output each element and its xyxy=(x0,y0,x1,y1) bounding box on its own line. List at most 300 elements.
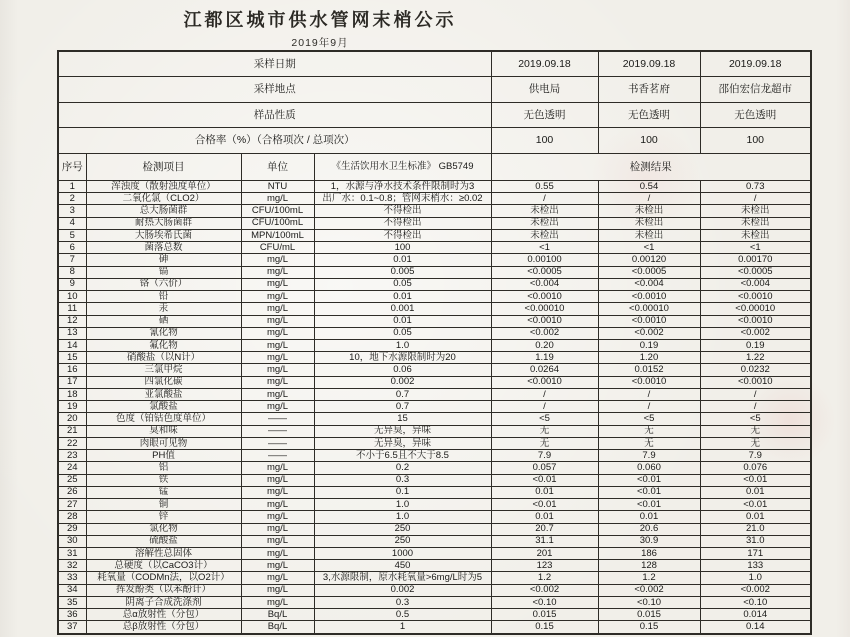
row-result-2: <0.10 xyxy=(598,596,700,608)
page-title: 江都区城市供水管网末梢公示 xyxy=(183,10,457,30)
row-result-3: <0.01 xyxy=(700,474,811,486)
sample-info-value: 邵伯宏信龙超市 xyxy=(700,77,811,103)
row-result-2: <5 xyxy=(598,413,700,425)
sample-info-row xyxy=(58,128,811,154)
table-row xyxy=(58,450,811,462)
row-result-3: <1 xyxy=(700,242,811,254)
row-item: 总大肠菌群 xyxy=(86,205,241,217)
row-result-1: 0.0264 xyxy=(491,364,598,376)
row-standard: 0.05 xyxy=(314,327,491,339)
row-result-1: 0.55 xyxy=(491,180,598,192)
row-seq: 20 xyxy=(58,413,86,425)
row-standard: 15 xyxy=(314,413,491,425)
sample-info-value: 无色透明 xyxy=(598,102,700,128)
row-item: 耗氧量（CODMn法，以O2计） xyxy=(86,572,241,584)
row-result-3: 21.0 xyxy=(700,523,811,535)
row-seq: 23 xyxy=(58,450,86,462)
row-seq: 37 xyxy=(58,621,86,634)
row-result-2: <0.0005 xyxy=(598,266,700,278)
row-standard: 100 xyxy=(314,242,491,254)
row-result-1: / xyxy=(491,388,598,400)
row-result-2: 无 xyxy=(598,437,700,449)
column-header-seq: 序号 xyxy=(58,154,86,181)
row-seq: 9 xyxy=(58,278,86,290)
row-unit: —— xyxy=(241,437,314,449)
row-result-1: 123 xyxy=(491,560,598,572)
row-item: 浑浊度（散射浊度单位） xyxy=(86,180,241,192)
row-seq: 18 xyxy=(58,388,86,400)
row-unit: mg/L xyxy=(241,523,314,535)
row-standard: 无异臭，异味 xyxy=(314,437,491,449)
row-result-1: 1.2 xyxy=(491,572,598,584)
row-unit: CFU/100mL xyxy=(241,217,314,229)
table-row xyxy=(58,364,811,376)
sample-info-label: 合格率（%）（合格项次 / 总项次） xyxy=(58,128,491,154)
table-row xyxy=(58,327,811,339)
row-result-3: 无 xyxy=(700,425,811,437)
table-row xyxy=(58,303,811,315)
table-row xyxy=(58,401,811,413)
row-result-1: 0.01 xyxy=(491,486,598,498)
table-row xyxy=(58,572,811,584)
row-result-1: 31.1 xyxy=(491,535,598,547)
table-row xyxy=(58,425,811,437)
table-row xyxy=(58,499,811,511)
row-result-1: 0.00100 xyxy=(491,254,598,266)
row-seq: 7 xyxy=(58,254,86,266)
row-result-1: <0.10 xyxy=(491,596,598,608)
sample-info-value: 无色透明 xyxy=(491,102,598,128)
table-row xyxy=(58,388,811,400)
row-result-3: 171 xyxy=(700,547,811,559)
sample-info-label: 采样日期 xyxy=(58,51,491,77)
row-result-1: / xyxy=(491,401,598,413)
row-seq: 10 xyxy=(58,291,86,303)
row-item: 铜 xyxy=(86,499,241,511)
row-unit: mg/L xyxy=(241,315,314,327)
sample-info-value: 100 xyxy=(598,128,700,154)
row-item: 耐热大肠菌群 xyxy=(86,217,241,229)
row-result-1: <0.004 xyxy=(491,278,598,290)
row-result-1: <0.0010 xyxy=(491,376,598,388)
sample-info-value: 无色透明 xyxy=(700,102,811,128)
row-standard: 0.3 xyxy=(314,474,491,486)
row-unit: mg/L xyxy=(241,547,314,559)
row-standard: 0.06 xyxy=(314,364,491,376)
row-standard: 1000 xyxy=(314,547,491,559)
row-unit: mg/L xyxy=(241,486,314,498)
row-standard: 0.002 xyxy=(314,376,491,388)
row-unit: mg/L xyxy=(241,376,314,388)
row-result-3: 31.0 xyxy=(700,535,811,547)
table-row xyxy=(58,584,811,596)
row-result-1: 0.15 xyxy=(491,621,598,634)
column-header-standard: 《生活饮用水卫生标准》 GB5749 xyxy=(314,154,491,181)
row-standard: 0.01 xyxy=(314,291,491,303)
row-result-2: 0.19 xyxy=(598,340,700,352)
row-result-2: 0.54 xyxy=(598,180,700,192)
row-standard: 0.7 xyxy=(314,388,491,400)
row-unit: mg/L xyxy=(241,511,314,523)
row-unit: mg/L xyxy=(241,364,314,376)
row-seq: 17 xyxy=(58,376,86,388)
row-result-3: <0.10 xyxy=(700,596,811,608)
row-seq: 11 xyxy=(58,303,86,315)
row-standard: 0.1 xyxy=(314,486,491,498)
table-row xyxy=(58,242,811,254)
row-item: 铝 xyxy=(86,462,241,474)
row-unit: CFU/100mL xyxy=(241,205,314,217)
row-result-2: <0.01 xyxy=(598,499,700,511)
table-row xyxy=(58,535,811,547)
row-item: 菌落总数 xyxy=(86,242,241,254)
row-result-1: <0.0010 xyxy=(491,291,598,303)
row-result-2: 0.00120 xyxy=(598,254,700,266)
row-unit: mg/L xyxy=(241,596,314,608)
row-result-1: 7.9 xyxy=(491,450,598,462)
row-item: 硫酸盐 xyxy=(86,535,241,547)
row-item: 硒 xyxy=(86,315,241,327)
row-standard: 1，水源与净水技术条件限制时为3 xyxy=(314,180,491,192)
row-result-2: <0.002 xyxy=(598,327,700,339)
row-result-3: 未检出 xyxy=(700,205,811,217)
row-seq: 15 xyxy=(58,352,86,364)
row-item: 四氯化碳 xyxy=(86,376,241,388)
table-row xyxy=(58,217,811,229)
row-item: 三氯甲烷 xyxy=(86,364,241,376)
row-item: 锰 xyxy=(86,486,241,498)
row-standard: 0.7 xyxy=(314,401,491,413)
row-unit: —— xyxy=(241,450,314,462)
row-standard: 0.01 xyxy=(314,315,491,327)
row-result-1: 0.015 xyxy=(491,609,598,621)
row-result-2: / xyxy=(598,193,700,205)
row-item: 锌 xyxy=(86,511,241,523)
table-row xyxy=(58,523,811,535)
row-result-1: <0.01 xyxy=(491,474,598,486)
row-result-2: 未检出 xyxy=(598,205,700,217)
row-result-3: <0.01 xyxy=(700,499,811,511)
row-unit: —— xyxy=(241,425,314,437)
table-row xyxy=(58,205,811,217)
column-header-unit: 单位 xyxy=(241,154,314,181)
row-unit: mg/L xyxy=(241,352,314,364)
row-seq: 24 xyxy=(58,462,86,474)
row-result-3: <0.0005 xyxy=(700,266,811,278)
row-seq: 29 xyxy=(58,523,86,535)
table-row xyxy=(58,437,811,449)
row-result-3: 0.14 xyxy=(700,621,811,634)
row-result-2: 20.6 xyxy=(598,523,700,535)
row-item: 二氧化氯（CLO2） xyxy=(86,193,241,205)
row-item: 肉眼可见物 xyxy=(86,437,241,449)
row-seq: 27 xyxy=(58,499,86,511)
row-standard: 0.2 xyxy=(314,462,491,474)
row-result-3: <0.00010 xyxy=(700,303,811,315)
row-result-1: 无 xyxy=(491,425,598,437)
row-unit: —— xyxy=(241,413,314,425)
row-unit: mg/L xyxy=(241,474,314,486)
row-result-3: 未检出 xyxy=(700,217,811,229)
row-result-2: <1 xyxy=(598,242,700,254)
row-item: 臭和味 xyxy=(86,425,241,437)
row-result-2: / xyxy=(598,401,700,413)
row-unit: mg/L xyxy=(241,278,314,290)
row-result-3: 0.0232 xyxy=(700,364,811,376)
table-row xyxy=(58,376,811,388)
row-unit: mg/L xyxy=(241,266,314,278)
row-item: 铬（六价） xyxy=(86,278,241,290)
row-result-1: <5 xyxy=(491,413,598,425)
row-seq: 28 xyxy=(58,511,86,523)
table-row xyxy=(58,609,811,621)
row-item: 阴离子合成洗涤剂 xyxy=(86,596,241,608)
row-unit: MPN/100mL xyxy=(241,229,314,241)
row-result-2: 7.9 xyxy=(598,450,700,462)
row-result-2: <0.01 xyxy=(598,486,700,498)
row-seq: 2 xyxy=(58,193,86,205)
row-seq: 13 xyxy=(58,327,86,339)
row-unit: mg/L xyxy=(241,535,314,547)
row-result-3: 0.076 xyxy=(700,462,811,474)
row-item: 色度（铂钴色度单位） xyxy=(86,413,241,425)
row-result-3: <0.0010 xyxy=(700,315,811,327)
row-item: 铅 xyxy=(86,291,241,303)
row-seq: 14 xyxy=(58,340,86,352)
row-result-1: 0.057 xyxy=(491,462,598,474)
row-standard: 0.005 xyxy=(314,266,491,278)
row-result-1: <0.01 xyxy=(491,499,598,511)
row-seq: 35 xyxy=(58,596,86,608)
row-item: 总α放射性（分包） xyxy=(86,609,241,621)
row-unit: mg/L xyxy=(241,499,314,511)
row-unit: mg/L xyxy=(241,291,314,303)
row-item: 总硬度（以CaCO3计） xyxy=(86,560,241,572)
row-seq: 31 xyxy=(58,547,86,559)
table-row xyxy=(58,193,811,205)
page-subtitle: 2019年9月 xyxy=(291,37,349,49)
row-unit: mg/L xyxy=(241,560,314,572)
column-header-item: 检测项目 xyxy=(86,154,241,181)
row-unit: mg/L xyxy=(241,303,314,315)
row-result-3: <0.0010 xyxy=(700,291,811,303)
row-result-2: <0.002 xyxy=(598,584,700,596)
row-unit: NTU xyxy=(241,180,314,192)
table-row xyxy=(58,254,811,266)
sample-info-row xyxy=(58,51,811,77)
column-header-result: 检测结果 xyxy=(491,154,811,181)
table-row xyxy=(58,180,811,192)
row-item: 总β放射性（分包） xyxy=(86,621,241,634)
row-result-3: <0.002 xyxy=(700,327,811,339)
row-result-3: <0.004 xyxy=(700,278,811,290)
row-seq: 33 xyxy=(58,572,86,584)
row-standard: 3,水源限制，原水耗氧量>6mg/L时为5 xyxy=(314,572,491,584)
table-column-header-row xyxy=(58,154,811,181)
sample-info-row xyxy=(58,102,811,128)
row-standard: 0.01 xyxy=(314,254,491,266)
row-result-1: <1 xyxy=(491,242,598,254)
row-standard: 0.3 xyxy=(314,596,491,608)
row-result-2: 0.060 xyxy=(598,462,700,474)
row-result-3: <0.002 xyxy=(700,584,811,596)
row-unit: Bq/L xyxy=(241,609,314,621)
row-standard: 0.002 xyxy=(314,584,491,596)
row-item: 硝酸盐（以N计） xyxy=(86,352,241,364)
water-quality-table xyxy=(57,50,812,635)
row-seq: 4 xyxy=(58,217,86,229)
row-item: 亚氯酸盐 xyxy=(86,388,241,400)
row-result-3: 无 xyxy=(700,437,811,449)
row-seq: 1 xyxy=(58,180,86,192)
row-result-1: <0.0010 xyxy=(491,315,598,327)
row-standard: 0.05 xyxy=(314,278,491,290)
row-result-3: 未检出 xyxy=(700,229,811,241)
row-item: 氟化物 xyxy=(86,340,241,352)
row-result-1: 无 xyxy=(491,437,598,449)
row-result-2: 无 xyxy=(598,425,700,437)
table-row xyxy=(58,266,811,278)
row-seq: 8 xyxy=(58,266,86,278)
row-item: PH值 xyxy=(86,450,241,462)
table-row xyxy=(58,229,811,241)
row-standard: 无异臭，异味 xyxy=(314,425,491,437)
sample-info-value: 100 xyxy=(491,128,598,154)
row-result-3: 0.01 xyxy=(700,511,811,523)
row-result-2: 0.015 xyxy=(598,609,700,621)
table-row xyxy=(58,511,811,523)
table-row xyxy=(58,621,811,634)
row-result-2: 128 xyxy=(598,560,700,572)
row-seq: 26 xyxy=(58,486,86,498)
sample-info-value: 2019.09.18 xyxy=(598,51,700,77)
row-result-3: 7.9 xyxy=(700,450,811,462)
row-item: 大肠埃希氏菌 xyxy=(86,229,241,241)
row-result-3: 0.19 xyxy=(700,340,811,352)
row-result-1: <0.0005 xyxy=(491,266,598,278)
row-result-3: 133 xyxy=(700,560,811,572)
row-seq: 12 xyxy=(58,315,86,327)
row-standard: 1.0 xyxy=(314,340,491,352)
table-row xyxy=(58,340,811,352)
row-result-2: 1.20 xyxy=(598,352,700,364)
document-header xyxy=(0,6,640,50)
row-result-3: 0.73 xyxy=(700,180,811,192)
row-standard: 0.001 xyxy=(314,303,491,315)
table-row xyxy=(58,560,811,572)
row-item: 砷 xyxy=(86,254,241,266)
row-seq: 19 xyxy=(58,401,86,413)
row-seq: 6 xyxy=(58,242,86,254)
row-result-2: 0.0152 xyxy=(598,364,700,376)
row-standard: 250 xyxy=(314,535,491,547)
row-standard: 1.0 xyxy=(314,511,491,523)
row-result-2: <0.0010 xyxy=(598,376,700,388)
row-result-3: / xyxy=(700,401,811,413)
row-unit: Bq/L xyxy=(241,621,314,634)
row-result-3: <0.0010 xyxy=(700,376,811,388)
row-seq: 34 xyxy=(58,584,86,596)
row-result-3: / xyxy=(700,193,811,205)
table-row xyxy=(58,413,811,425)
row-result-2: 30.9 xyxy=(598,535,700,547)
row-item: 氯酸盐 xyxy=(86,401,241,413)
row-seq: 21 xyxy=(58,425,86,437)
row-standard: 1 xyxy=(314,621,491,634)
row-standard: 不得检出 xyxy=(314,217,491,229)
row-result-2: <0.0010 xyxy=(598,315,700,327)
row-result-1: 0.20 xyxy=(491,340,598,352)
row-standard: 250 xyxy=(314,523,491,535)
row-item: 溶解性总固体 xyxy=(86,547,241,559)
sample-info-value: 2019.09.18 xyxy=(491,51,598,77)
row-result-1: / xyxy=(491,193,598,205)
table-row xyxy=(58,474,811,486)
row-result-1: 0.01 xyxy=(491,511,598,523)
row-result-1: <0.00010 xyxy=(491,303,598,315)
row-result-1: 1.19 xyxy=(491,352,598,364)
row-unit: mg/L xyxy=(241,254,314,266)
row-result-1: <0.002 xyxy=(491,584,598,596)
sample-info-label: 采样地点 xyxy=(58,77,491,103)
row-result-1: 未检出 xyxy=(491,205,598,217)
row-result-2: <0.0010 xyxy=(598,291,700,303)
row-item: 铁 xyxy=(86,474,241,486)
row-unit: mg/L xyxy=(241,584,314,596)
table-row xyxy=(58,291,811,303)
row-result-2: 0.01 xyxy=(598,511,700,523)
sample-info-label: 样品性质 xyxy=(58,102,491,128)
row-unit: CFU/mL xyxy=(241,242,314,254)
row-result-3: 1.0 xyxy=(700,572,811,584)
row-seq: 16 xyxy=(58,364,86,376)
row-result-1: 未检出 xyxy=(491,229,598,241)
sample-info-value: 书香茗府 xyxy=(598,77,700,103)
row-result-3: <5 xyxy=(700,413,811,425)
table-row xyxy=(58,462,811,474)
row-result-1: <0.002 xyxy=(491,327,598,339)
row-item: 氯化物 xyxy=(86,523,241,535)
row-result-2: <0.004 xyxy=(598,278,700,290)
table-row xyxy=(58,352,811,364)
row-result-2: 0.15 xyxy=(598,621,700,634)
row-standard: 不得检出 xyxy=(314,205,491,217)
row-unit: mg/L xyxy=(241,462,314,474)
row-standard: 0.5 xyxy=(314,609,491,621)
row-seq: 32 xyxy=(58,560,86,572)
row-result-1: 未检出 xyxy=(491,217,598,229)
row-item: 镉 xyxy=(86,266,241,278)
row-item: 氰化物 xyxy=(86,327,241,339)
row-result-1: 201 xyxy=(491,547,598,559)
row-item: 汞 xyxy=(86,303,241,315)
row-standard: 1.0 xyxy=(314,499,491,511)
row-seq: 22 xyxy=(58,437,86,449)
sample-info-value: 100 xyxy=(700,128,811,154)
row-seq: 5 xyxy=(58,229,86,241)
row-result-3: 0.00170 xyxy=(700,254,811,266)
row-standard: 不小于6.5且不大于8.5 xyxy=(314,450,491,462)
row-standard: 出厂水：0.1~0.8；管网末梢水：≥0.02 xyxy=(314,193,491,205)
row-result-3: 1.22 xyxy=(700,352,811,364)
row-result-2: 未检出 xyxy=(598,217,700,229)
row-unit: mg/L xyxy=(241,340,314,352)
table-row xyxy=(58,596,811,608)
row-unit: mg/L xyxy=(241,401,314,413)
row-seq: 30 xyxy=(58,535,86,547)
table-row xyxy=(58,278,811,290)
row-result-3: / xyxy=(700,388,811,400)
